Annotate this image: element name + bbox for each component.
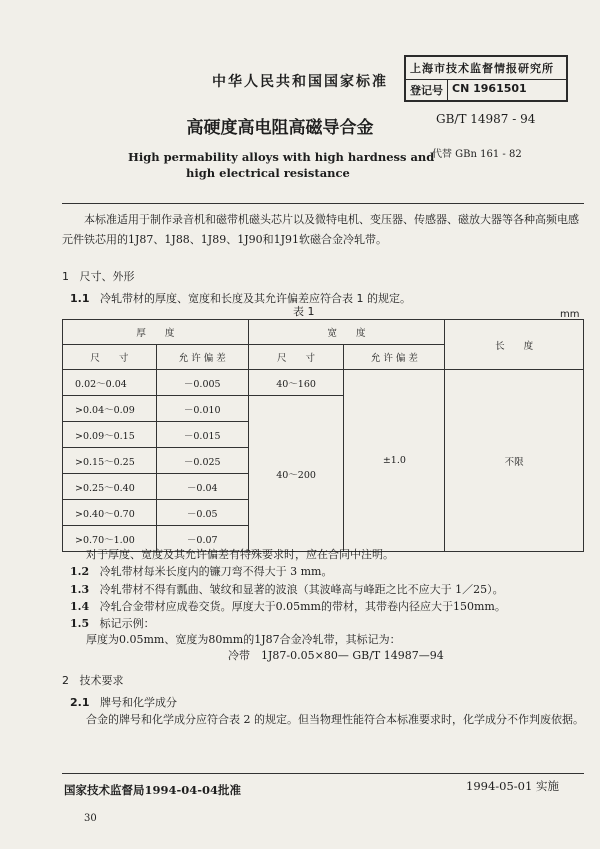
clause-title: 牌号和化学成分 [100,696,177,709]
thickness-tol-cell: －0.05 [156,500,248,526]
width-tol-cell: ±1.0 [344,370,445,552]
stamp-number: CN 1961501 [452,82,527,95]
marking-example-text: 厚度为0.05mm、宽度为80mm的1J87合金冷轧带，其标记为： [86,633,401,646]
thickness-tol-cell: －0.04 [156,474,248,500]
length-cell: 不限 [445,370,584,552]
clause-text: 冷轧带材每米长度内的镰刀弯不得大于 3 mm。 [99,565,333,578]
thickness-size-cell: >0.70～1.00 [63,526,157,552]
thickness-size-header: 尺 寸 [63,345,157,370]
section-title: 尺寸、外形 [79,270,135,283]
clause-number: 1.5 [70,617,90,630]
width-size-header: 尺 寸 [248,345,344,370]
thickness-tol-cell: －0.005 [156,370,248,396]
table-1 [62,319,584,552]
thickness-tol-header: 允 许 偏 差 [156,345,248,370]
clause-number: 1.2 [70,565,90,578]
header-divider [62,203,584,204]
width-size-cell: 40～160 [248,370,344,396]
clause-1-1 [70,290,411,306]
thickness-tol-cell: －0.015 [156,422,248,448]
section-number: 1 [62,270,69,283]
thickness-header: 厚 度 [63,320,249,345]
stamp-institute: 上海市技术监督情报研究所 [406,57,566,80]
scope-paragraph: 本标准适用于制作录音机和磁带机磁头芯片以及微特电机、变压器、传感器、磁放大器等各种高频电感元件铁芯用的1J87、1J88、1J89、1J90和1J91软磁合金冷轧带。 [62,213,579,246]
document-title: 高硬度高电阻高磁导合金 [186,118,374,138]
thickness-size-cell: >0.40～0.70 [63,500,157,526]
thickness-size-cell: 0.02～0.04 [63,370,157,396]
clause-number: 1.3 [70,583,90,596]
registration-stamp [404,55,568,102]
clause-2-1 [70,694,177,710]
footer-divider [62,773,584,774]
width-header: 宽 度 [248,320,445,345]
clause-text: 冷轧带材的厚度、宽度和长度及其允许偏差应符合表 1 的规定。 [100,292,411,305]
thickness-size-cell: >0.04～0.09 [63,396,157,422]
width-tol-header: 允 许 偏 差 [344,345,445,370]
thickness-tol-cell: －0.010 [156,396,248,422]
section-1-heading [62,268,135,284]
clause-text: 标记示例： [99,617,155,630]
special-requirement-note: 对于厚度、宽度及其允许偏差有特殊要求时，应在合同中注明。 [86,548,394,561]
section-2-heading [62,672,124,688]
approval-note: 国家技术监督局1994-04-04批准 [64,783,242,797]
stamp-label: 登记号 [406,80,448,100]
replaces-note: 代替 GBn 161 - 82 [432,149,522,160]
thickness-size-cell: >0.15～0.25 [63,448,157,474]
marking-example: 冷带 1J87-0.05×80— GB/T 14987—94 [228,649,444,662]
section-number: 2 [62,674,69,687]
english-title-line2: high electrical resistance [186,166,350,180]
english-title-line1: High permability alloys with high hardness and [128,150,435,164]
effective-date: 1994-05-01 实施 [466,779,559,793]
clause-text: 冷轧带材不得有瓢曲、皱纹和显著的波浪（其波峰高与峰距之比不应大于 1／25）。 [99,583,504,596]
width-size-cell: 40～200 [248,396,344,552]
standard-code: GB/T 14987 - 94 [436,112,536,126]
clause-number: 1.4 [70,600,90,613]
table-unit: mm [560,309,580,320]
thickness-tol-cell: －0.07 [156,526,248,552]
clause-number: 1.1 [70,292,90,305]
clause-number: 2.1 [70,696,90,709]
section-title: 技术要求 [79,674,124,687]
clause-1-2 [70,562,333,582]
page-number: 30 [84,813,97,824]
national-standard-heading: 中华人民共和国国家标准 [212,74,388,90]
thickness-tol-cell: －0.025 [156,448,248,474]
length-header: 长 度 [445,320,584,370]
composition-paragraph: 合金的牌号和化学成分应符合表 2 的规定。但当物理性能符合本标准要求时，化学成分不作判废依据。 [86,713,584,726]
clause-text: 冷轧合金带材应成卷交货。厚度大于0.05mm的带材，其带卷内径应大于150mm。 [99,600,506,613]
table-caption: 表 1 [293,305,315,318]
thickness-size-cell: >0.09～0.15 [63,422,157,448]
thickness-size-cell: >0.25～0.40 [63,474,157,500]
